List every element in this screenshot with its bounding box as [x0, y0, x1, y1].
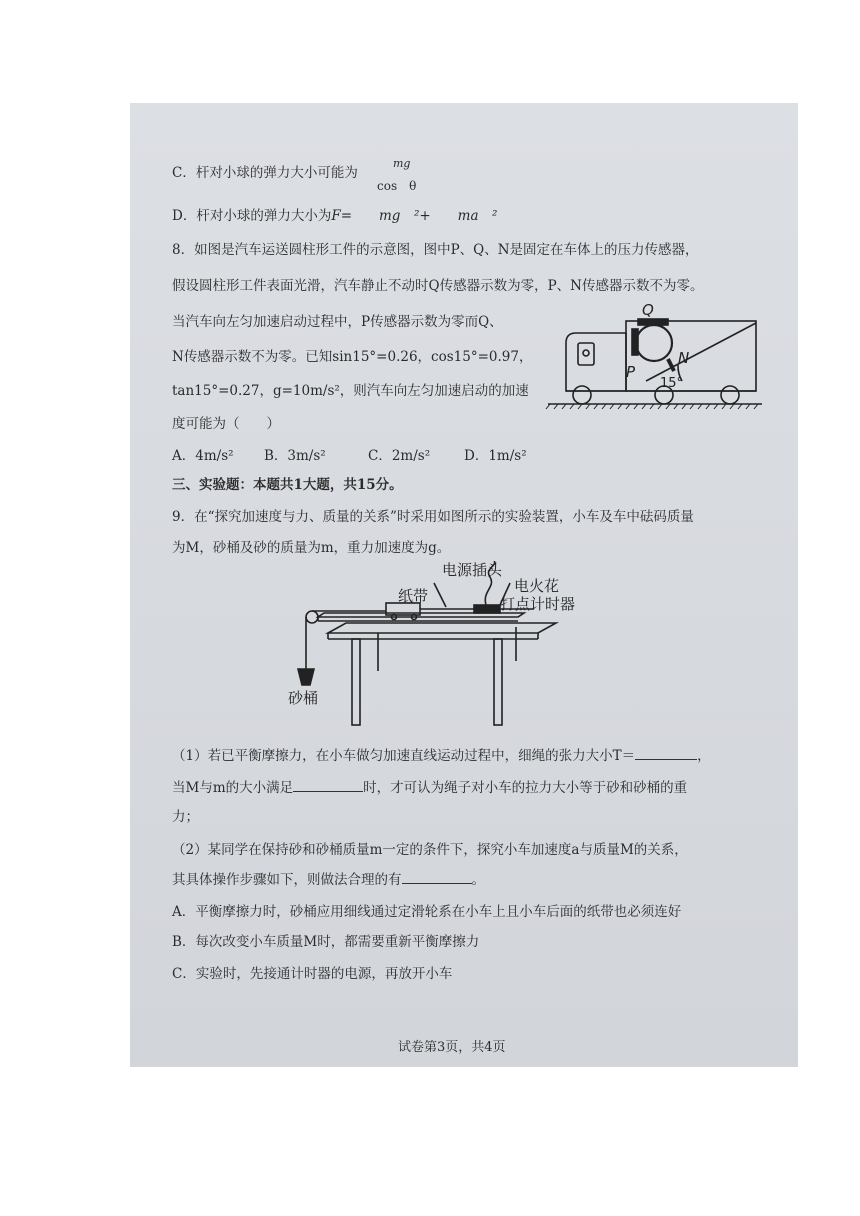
- truck-cab: [566, 333, 626, 391]
- q8-option-c: C．2m/s²: [368, 448, 431, 464]
- label-sand-bucket: 砂桶: [288, 689, 319, 707]
- label-n: N: [678, 349, 690, 367]
- page-footer: 试卷第3页，共4页: [398, 1040, 506, 1055]
- label-q: Q: [642, 301, 654, 319]
- q8-line-6: 度可能为（ ）: [172, 416, 280, 432]
- q9-part1-line-1: [172, 747, 711, 765]
- q9-option-a: A．平衡摩擦力时，砂桶应用细线通过定滑轮系在小车上且小车后面的纸带也必须连好: [172, 904, 682, 920]
- q8-line-1: 8．如图是汽车运送圆柱形工件的示意图，图中P、Q、N是固定在车体上的压力传感器，: [172, 242, 699, 258]
- q9-part1-text-2b: 时，才可认为绳子对小车的拉力大小等于砂和砂桶的重: [363, 780, 688, 796]
- answer-blank-condition[interactable]: [293, 779, 363, 792]
- q8-line-2: 假设圆柱形工件表面光滑，汽车静止不动时Q传感器示数为零，P、N传感器示数不为零。: [172, 278, 704, 294]
- option-c-numerator: mg: [393, 157, 411, 170]
- truck-bed: [626, 321, 756, 391]
- table-top: [328, 623, 556, 633]
- cylinder-workpiece: [636, 325, 672, 361]
- q9-line-1: 9．在“探究加速度与力、质量的关系”时采用如图所示的实验装置，小车及车中砝码质量: [172, 509, 694, 525]
- apparatus-diagram: [288, 561, 628, 731]
- q8-line-3: 当汽车向左匀加速启动过程中，P传感器示数为零而Q、: [172, 314, 503, 330]
- q9-part2-line-2: [172, 871, 485, 889]
- table-leg-front-right: [494, 639, 502, 725]
- option-d: [172, 207, 497, 225]
- label-angle: 15°: [660, 376, 684, 391]
- q9-part1-line-2: [172, 779, 687, 797]
- q8-option-b: B．3m/s²: [264, 448, 326, 464]
- q9-option-b: B．每次改变小车质量M时，都需要重新平衡摩擦力: [172, 934, 480, 950]
- option-c-text: C．杆对小球的弹力大小可能为: [172, 165, 358, 181]
- label-p: P: [626, 363, 636, 381]
- q9-line-2: 为M，砂桶及砂的质量为m，重力加速度为g。: [172, 540, 451, 556]
- option-c-denominator: cos θ: [377, 179, 417, 193]
- q8-line-4: N传感器示数不为零。已知sin15°=0.26，cos15°=0.97，: [172, 349, 533, 365]
- q9-part1-comma: ，: [697, 748, 711, 764]
- q8-option-d: D．1m/s²: [464, 448, 527, 464]
- sensor-q: [638, 319, 668, 325]
- pulley: [306, 611, 318, 623]
- wheel-rear: [721, 386, 739, 404]
- option-d-text: D．杆对小球的弹力大小为: [172, 208, 332, 224]
- q9-part1-text: （1）若已平衡摩擦力，在小车做匀加速直线运动过程中，细绳的张力大小T＝: [172, 748, 636, 764]
- answer-blank-tension[interactable]: [635, 747, 697, 760]
- cab-window: [578, 343, 594, 365]
- q9-part1-text-2a: 当M与m的大小满足: [172, 780, 294, 796]
- q8-option-a: A．4m/s²: [172, 448, 234, 464]
- option-c: [172, 164, 358, 182]
- q8-line-5: tan15°=0.27，g=10m/s²，则汽车向左匀加速启动的加速: [172, 383, 529, 399]
- wheel-front: [573, 386, 591, 404]
- q9-part2-text: 其具体操作步骤如下，则做法合理的有: [172, 872, 402, 888]
- q9-option-c: C．实验时，先接通计时器的电源，再放开小车: [172, 966, 453, 982]
- label-power-plug: 电源插头: [442, 561, 503, 579]
- label-paper-tape: 纸带: [398, 587, 429, 605]
- truck-diagram: [542, 299, 768, 411]
- table-leg-front-left: [352, 639, 360, 725]
- q9-part2-line-1: （2）某同学在保持砂和砂桶质量m一定的条件下，探究小车加速度a与质量M的关系，: [172, 842, 688, 858]
- label-spark-timer-1: 电火花: [514, 577, 560, 595]
- answer-blank-reasonable[interactable]: [402, 871, 472, 884]
- q9-part2-period: 。: [471, 872, 485, 888]
- label-spark-timer-2: 打点计时器: [500, 595, 576, 613]
- sand-bucket: [298, 669, 314, 685]
- option-d-formula: F= mg ²+ ma ²: [331, 208, 498, 224]
- spark-timer: [474, 605, 500, 613]
- exam-page: [130, 103, 798, 1067]
- section-3-title: 三、实验题：本题共1大题，共15分。: [172, 477, 403, 493]
- q9-part1-line-3: 力；: [172, 809, 199, 825]
- incline-line: [646, 323, 756, 381]
- sensor-p: [632, 329, 638, 355]
